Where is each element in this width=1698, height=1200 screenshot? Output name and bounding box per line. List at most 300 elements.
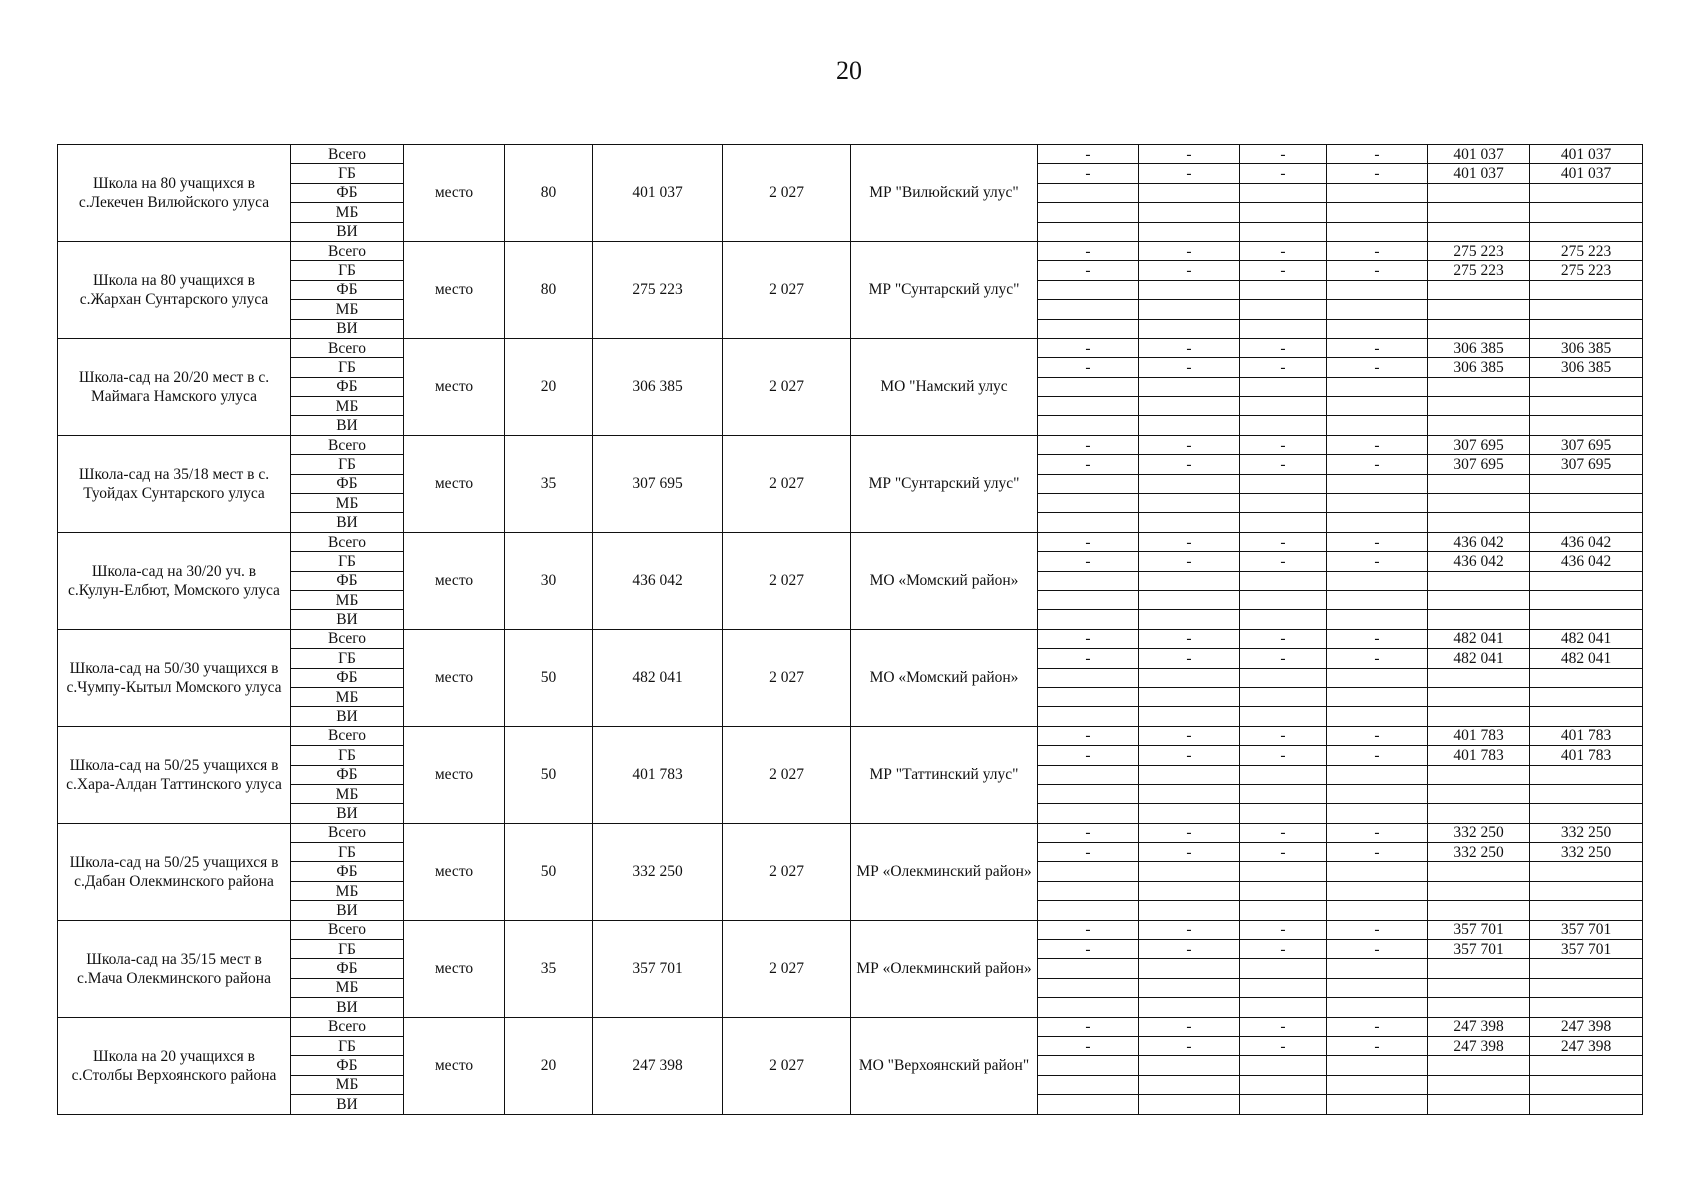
year-value-cell [1038, 590, 1139, 609]
year-value-cell [1240, 862, 1327, 881]
year-value-cell [1139, 590, 1240, 609]
object-name-cell: Школа-сад на 30/20 уч. в с.Кулун-Елбют, Момского улуса [58, 532, 291, 629]
table-row [58, 726, 1643, 745]
table-row [58, 241, 1643, 260]
year-value-cell [1139, 901, 1240, 920]
year-value-cell: - [1038, 746, 1139, 765]
year-value-cell [1240, 707, 1327, 726]
year-value-cell [1240, 494, 1327, 513]
total-value-cell: 307 695 [1530, 455, 1643, 474]
year-value-cell [1139, 959, 1240, 978]
capacity-cell: 20 [505, 338, 593, 435]
year-2027-value-cell: 307 695 [1428, 435, 1530, 454]
year-value-cell: - [1240, 823, 1327, 842]
unit-cell: место [404, 532, 505, 629]
total-value-cell: 275 223 [1530, 241, 1643, 260]
year-value-cell [1038, 862, 1139, 881]
year-value-cell: - [1327, 940, 1428, 959]
total-value-cell: 357 701 [1530, 940, 1643, 959]
total-value-cell [1530, 978, 1643, 997]
year-value-cell: - [1240, 145, 1327, 164]
year-value-cell [1139, 494, 1240, 513]
fund-label-cell: ФБ [291, 668, 404, 687]
year-2027-value-cell: 401 783 [1428, 726, 1530, 745]
year-2027-value-cell [1428, 183, 1530, 202]
year-value-cell: - [1139, 164, 1240, 183]
fund-label-cell: МБ [291, 784, 404, 803]
year-value-cell: - [1327, 145, 1428, 164]
fund-label-cell: ФБ [291, 862, 404, 881]
capacity-cell: 50 [505, 823, 593, 920]
year-value-cell: - [1139, 338, 1240, 357]
fund-label-cell: ГБ [291, 261, 404, 280]
year-value-cell [1139, 998, 1240, 1017]
year-value-cell: - [1240, 338, 1327, 357]
object-name-cell: Школа-сад на 35/15 мест в с.Мача Олекминского района [58, 920, 291, 1017]
table-row [58, 1017, 1643, 1036]
investment-table [57, 144, 1643, 1115]
year-value-cell: - [1240, 532, 1327, 551]
fund-label-cell: МБ [291, 590, 404, 609]
year-value-cell [1240, 784, 1327, 803]
year-value-cell [1327, 881, 1428, 900]
year-value-cell [1139, 687, 1240, 706]
year-2027-value-cell [1428, 998, 1530, 1017]
year-value-cell [1038, 804, 1139, 823]
year-2027-value-cell [1428, 1095, 1530, 1114]
year-value-cell [1240, 804, 1327, 823]
unit-cell: место [404, 629, 505, 726]
year-2027-value-cell [1428, 494, 1530, 513]
total-value-cell [1530, 862, 1643, 881]
year-value-cell [1038, 300, 1139, 319]
year-value-cell: - [1240, 1036, 1327, 1055]
year-value-cell: - [1240, 455, 1327, 474]
unit-cell: место [404, 920, 505, 1017]
year-value-cell [1139, 668, 1240, 687]
year-value-cell [1038, 668, 1139, 687]
cost-cell: 401 037 [593, 145, 723, 242]
year-value-cell [1240, 300, 1327, 319]
capacity-cell: 35 [505, 435, 593, 532]
year-2027-value-cell: 275 223 [1428, 261, 1530, 280]
year-2027-value-cell: 401 037 [1428, 164, 1530, 183]
fund-label-cell: ФБ [291, 765, 404, 784]
fund-label-cell: Всего [291, 435, 404, 454]
year-value-cell: - [1139, 241, 1240, 260]
fund-label-cell: ВИ [291, 804, 404, 823]
year-value-cell: - [1327, 164, 1428, 183]
year-2027-value-cell [1428, 668, 1530, 687]
object-name-cell: Школа-сад на 20/20 мест в с. Маймага Намского улуса [58, 338, 291, 435]
cost-cell: 247 398 [593, 1017, 723, 1114]
fund-label-cell: ГБ [291, 455, 404, 474]
year-cell: 2 027 [723, 823, 851, 920]
total-value-cell: 482 041 [1530, 649, 1643, 668]
fund-label-cell: Всего [291, 920, 404, 939]
year-cell: 2 027 [723, 629, 851, 726]
total-value-cell [1530, 765, 1643, 784]
year-2027-value-cell [1428, 474, 1530, 493]
year-value-cell: - [1327, 358, 1428, 377]
fund-label-cell: ВИ [291, 319, 404, 338]
year-2027-value-cell [1428, 280, 1530, 299]
year-value-cell [1038, 571, 1139, 590]
year-value-cell [1240, 765, 1327, 784]
year-value-cell [1139, 571, 1240, 590]
year-value-cell [1240, 183, 1327, 202]
year-value-cell [1240, 1056, 1327, 1075]
fund-label-cell: МБ [291, 1075, 404, 1094]
year-2027-value-cell: 332 250 [1428, 843, 1530, 862]
year-value-cell [1327, 668, 1428, 687]
year-value-cell [1327, 862, 1428, 881]
year-2027-value-cell: 436 042 [1428, 552, 1530, 571]
fund-label-cell: ФБ [291, 280, 404, 299]
total-value-cell [1530, 998, 1643, 1017]
year-2027-value-cell [1428, 978, 1530, 997]
year-value-cell: - [1038, 164, 1139, 183]
year-value-cell: - [1139, 920, 1240, 939]
year-2027-value-cell: 482 041 [1428, 649, 1530, 668]
year-2027-value-cell [1428, 784, 1530, 803]
year-cell: 2 027 [723, 920, 851, 1017]
fund-label-cell: ГБ [291, 1036, 404, 1055]
fund-label-cell: ВИ [291, 1095, 404, 1114]
total-value-cell [1530, 1056, 1643, 1075]
year-value-cell: - [1327, 338, 1428, 357]
table-row [58, 532, 1643, 551]
year-value-cell: - [1139, 1036, 1240, 1055]
object-name-cell: Школа на 20 учащихся в с.Столбы Верхоянского района [58, 1017, 291, 1114]
capacity-cell: 50 [505, 726, 593, 823]
year-value-cell [1139, 1075, 1240, 1094]
total-value-cell [1530, 300, 1643, 319]
total-value-cell [1530, 1075, 1643, 1094]
total-value-cell [1530, 1095, 1643, 1114]
year-value-cell [1139, 397, 1240, 416]
total-value-cell [1530, 804, 1643, 823]
year-2027-value-cell [1428, 881, 1530, 900]
year-value-cell [1240, 668, 1327, 687]
fund-label-cell: ГБ [291, 940, 404, 959]
year-value-cell: - [1038, 726, 1139, 745]
year-value-cell [1038, 765, 1139, 784]
year-value-cell [1038, 1075, 1139, 1094]
fund-label-cell: МБ [291, 978, 404, 997]
fund-label-cell: Всего [291, 629, 404, 648]
year-value-cell: - [1139, 145, 1240, 164]
year-value-cell: - [1327, 823, 1428, 842]
year-value-cell: - [1327, 455, 1428, 474]
year-value-cell [1327, 1056, 1428, 1075]
total-value-cell: 275 223 [1530, 261, 1643, 280]
year-2027-value-cell [1428, 397, 1530, 416]
year-2027-value-cell: 482 041 [1428, 629, 1530, 648]
year-2027-value-cell: 306 385 [1428, 338, 1530, 357]
year-value-cell: - [1038, 358, 1139, 377]
object-name-cell: Школа-сад на 35/18 мест в с. Туойдах Сунтарского улуса [58, 435, 291, 532]
customer-cell: МР "Сунтарский улус" [851, 241, 1038, 338]
fund-label-cell: ГБ [291, 649, 404, 668]
year-value-cell [1327, 610, 1428, 629]
year-value-cell [1327, 494, 1428, 513]
fund-label-cell: ГБ [291, 843, 404, 862]
total-value-cell [1530, 222, 1643, 241]
year-value-cell: - [1240, 1017, 1327, 1036]
year-value-cell: - [1139, 552, 1240, 571]
total-value-cell [1530, 668, 1643, 687]
unit-cell: место [404, 1017, 505, 1114]
year-value-cell [1139, 377, 1240, 396]
table-row [58, 920, 1643, 939]
year-value-cell [1240, 1095, 1327, 1114]
year-value-cell: - [1038, 843, 1139, 862]
fund-label-cell: Всего [291, 532, 404, 551]
year-value-cell: - [1240, 358, 1327, 377]
year-cell: 2 027 [723, 1017, 851, 1114]
year-value-cell [1240, 881, 1327, 900]
year-value-cell [1240, 222, 1327, 241]
year-2027-value-cell [1428, 610, 1530, 629]
year-2027-value-cell: 436 042 [1428, 532, 1530, 551]
capacity-cell: 20 [505, 1017, 593, 1114]
year-value-cell [1240, 687, 1327, 706]
year-value-cell: - [1240, 920, 1327, 939]
year-value-cell: - [1139, 823, 1240, 842]
table-row [58, 823, 1643, 842]
year-value-cell: - [1139, 358, 1240, 377]
year-cell: 2 027 [723, 532, 851, 629]
year-value-cell [1139, 1095, 1240, 1114]
year-value-cell: - [1327, 552, 1428, 571]
year-value-cell: - [1139, 261, 1240, 280]
cost-cell: 482 041 [593, 629, 723, 726]
total-value-cell: 306 385 [1530, 338, 1643, 357]
year-2027-value-cell: 401 783 [1428, 746, 1530, 765]
year-value-cell [1327, 280, 1428, 299]
fund-label-cell: МБ [291, 494, 404, 513]
table-row [58, 435, 1643, 454]
year-value-cell: - [1240, 940, 1327, 959]
year-value-cell [1327, 765, 1428, 784]
year-value-cell: - [1038, 455, 1139, 474]
fund-label-cell: ФБ [291, 959, 404, 978]
year-2027-value-cell [1428, 416, 1530, 435]
cost-cell: 306 385 [593, 338, 723, 435]
year-value-cell [1038, 474, 1139, 493]
year-value-cell: - [1327, 1017, 1428, 1036]
year-value-cell: - [1139, 726, 1240, 745]
capacity-cell: 80 [505, 145, 593, 242]
capacity-cell: 50 [505, 629, 593, 726]
year-2027-value-cell [1428, 571, 1530, 590]
year-value-cell: - [1240, 164, 1327, 183]
table-row [58, 338, 1643, 357]
year-value-cell [1240, 513, 1327, 532]
total-value-cell [1530, 784, 1643, 803]
year-value-cell: - [1327, 261, 1428, 280]
year-2027-value-cell: 307 695 [1428, 455, 1530, 474]
year-value-cell [1139, 1056, 1240, 1075]
total-value-cell: 247 398 [1530, 1017, 1643, 1036]
total-value-cell [1530, 707, 1643, 726]
year-value-cell [1327, 377, 1428, 396]
year-value-cell: - [1327, 532, 1428, 551]
year-value-cell: - [1038, 823, 1139, 842]
year-value-cell [1139, 513, 1240, 532]
total-value-cell: 401 783 [1530, 726, 1643, 745]
fund-label-cell: ФБ [291, 183, 404, 202]
year-value-cell [1038, 610, 1139, 629]
customer-cell: МР "Сунтарский улус" [851, 435, 1038, 532]
year-value-cell [1327, 203, 1428, 222]
year-value-cell [1038, 513, 1139, 532]
object-name-cell: Школа-сад на 50/30 учащихся в с.Чумпу-Кытыл Момского улуса [58, 629, 291, 726]
year-2027-value-cell [1428, 765, 1530, 784]
year-value-cell: - [1240, 261, 1327, 280]
year-value-cell [1139, 183, 1240, 202]
year-cell: 2 027 [723, 726, 851, 823]
year-value-cell [1327, 319, 1428, 338]
total-value-cell: 247 398 [1530, 1036, 1643, 1055]
year-2027-value-cell [1428, 590, 1530, 609]
year-value-cell [1240, 901, 1327, 920]
customer-cell: МО "Намский улус [851, 338, 1038, 435]
year-value-cell [1240, 571, 1327, 590]
year-value-cell: - [1327, 435, 1428, 454]
year-cell: 2 027 [723, 338, 851, 435]
year-value-cell: - [1327, 843, 1428, 862]
year-value-cell [1327, 397, 1428, 416]
year-value-cell: - [1038, 338, 1139, 357]
total-value-cell: 307 695 [1530, 435, 1643, 454]
object-name-cell: Школа на 80 учащихся в с.Лекечен Вилюйского улуса [58, 145, 291, 242]
year-value-cell [1139, 416, 1240, 435]
year-value-cell [1038, 687, 1139, 706]
year-value-cell: - [1038, 145, 1139, 164]
year-2027-value-cell [1428, 377, 1530, 396]
year-value-cell [1139, 474, 1240, 493]
year-value-cell [1240, 474, 1327, 493]
year-2027-value-cell [1428, 1056, 1530, 1075]
year-value-cell: - [1240, 629, 1327, 648]
customer-cell: МО «Момский район» [851, 629, 1038, 726]
year-value-cell [1327, 416, 1428, 435]
year-value-cell: - [1139, 532, 1240, 551]
object-name-cell: Школа на 80 учащихся в с.Жархан Сунтарского улуса [58, 241, 291, 338]
total-value-cell: 436 042 [1530, 532, 1643, 551]
year-value-cell [1139, 300, 1240, 319]
year-value-cell [1327, 707, 1428, 726]
year-value-cell [1139, 280, 1240, 299]
unit-cell: место [404, 823, 505, 920]
year-2027-value-cell: 401 037 [1428, 145, 1530, 164]
year-2027-value-cell: 247 398 [1428, 1036, 1530, 1055]
year-value-cell [1038, 183, 1139, 202]
year-2027-value-cell: 332 250 [1428, 823, 1530, 842]
fund-label-cell: ВИ [291, 610, 404, 629]
year-2027-value-cell: 357 701 [1428, 940, 1530, 959]
year-2027-value-cell: 306 385 [1428, 358, 1530, 377]
fund-label-cell: Всего [291, 1017, 404, 1036]
fund-label-cell: МБ [291, 300, 404, 319]
year-2027-value-cell [1428, 959, 1530, 978]
year-value-cell [1240, 610, 1327, 629]
fund-label-cell: ГБ [291, 552, 404, 571]
year-value-cell [1240, 1075, 1327, 1094]
year-value-cell [1038, 377, 1139, 396]
year-value-cell [1139, 319, 1240, 338]
year-value-cell [1038, 397, 1139, 416]
year-2027-value-cell [1428, 901, 1530, 920]
year-2027-value-cell: 247 398 [1428, 1017, 1530, 1036]
fund-label-cell: ВИ [291, 901, 404, 920]
year-value-cell [1139, 804, 1240, 823]
fund-label-cell: ВИ [291, 222, 404, 241]
total-value-cell [1530, 571, 1643, 590]
year-value-cell [1139, 881, 1240, 900]
total-value-cell: 401 783 [1530, 746, 1643, 765]
year-value-cell [1327, 571, 1428, 590]
year-value-cell [1327, 1075, 1428, 1094]
customer-cell: МР «Олекминский район» [851, 823, 1038, 920]
year-2027-value-cell: 275 223 [1428, 241, 1530, 260]
unit-cell: место [404, 145, 505, 242]
year-value-cell: - [1038, 532, 1139, 551]
year-2027-value-cell: 357 701 [1428, 920, 1530, 939]
year-value-cell [1240, 590, 1327, 609]
year-value-cell: - [1327, 920, 1428, 939]
year-value-cell [1038, 784, 1139, 803]
year-value-cell [1038, 222, 1139, 241]
year-value-cell [1038, 707, 1139, 726]
year-value-cell [1327, 959, 1428, 978]
fund-label-cell: ФБ [291, 1056, 404, 1075]
total-value-cell [1530, 494, 1643, 513]
year-value-cell [1240, 397, 1327, 416]
total-value-cell [1530, 881, 1643, 900]
year-2027-value-cell [1428, 319, 1530, 338]
year-value-cell [1038, 280, 1139, 299]
year-value-cell [1038, 416, 1139, 435]
year-value-cell [1038, 998, 1139, 1017]
year-cell: 2 027 [723, 241, 851, 338]
year-value-cell: - [1240, 552, 1327, 571]
fund-label-cell: МБ [291, 203, 404, 222]
fund-label-cell: ФБ [291, 377, 404, 396]
cost-cell: 275 223 [593, 241, 723, 338]
year-value-cell [1139, 784, 1240, 803]
year-value-cell: - [1139, 746, 1240, 765]
total-value-cell [1530, 901, 1643, 920]
fund-label-cell: ВИ [291, 416, 404, 435]
total-value-cell [1530, 416, 1643, 435]
capacity-cell: 35 [505, 920, 593, 1017]
fund-label-cell: Всего [291, 726, 404, 745]
fund-label-cell: ФБ [291, 571, 404, 590]
cost-cell: 332 250 [593, 823, 723, 920]
year-value-cell: - [1038, 940, 1139, 959]
total-value-cell [1530, 280, 1643, 299]
year-value-cell: - [1240, 241, 1327, 260]
year-value-cell [1240, 998, 1327, 1017]
total-value-cell: 401 037 [1530, 145, 1643, 164]
year-value-cell: - [1038, 1017, 1139, 1036]
year-value-cell [1327, 901, 1428, 920]
fund-label-cell: Всего [291, 823, 404, 842]
year-value-cell [1139, 978, 1240, 997]
